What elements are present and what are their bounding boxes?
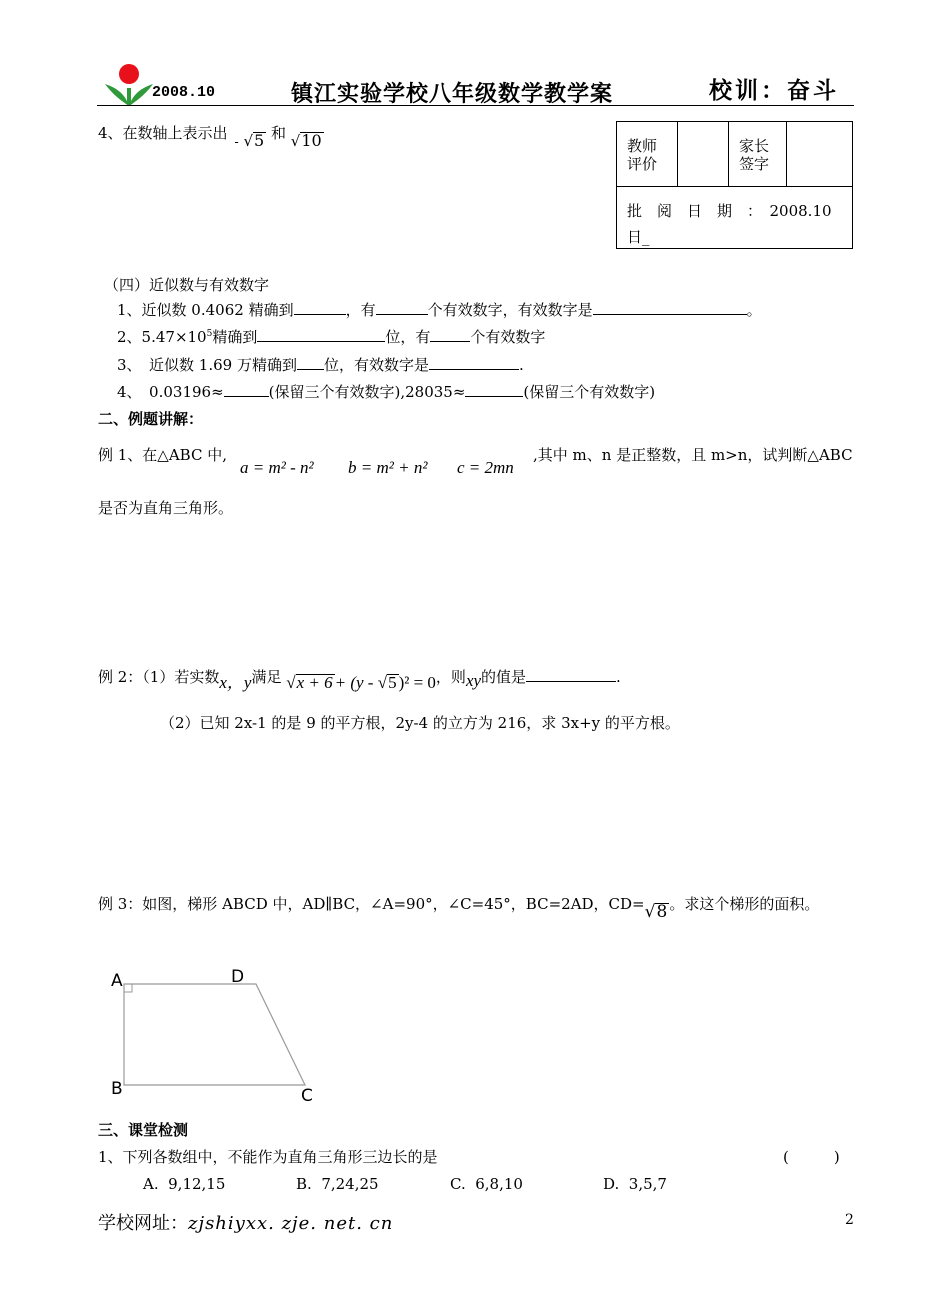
ex3-line: 例 3：如图，梯形 ABCD 中，AD∥BC，∠A=90°，∠C=45°，BC=2AD，CD=√8 。求这个梯形的面积。 xyxy=(98,895,820,922)
option-d: D. 3,5,7 xyxy=(603,1175,667,1193)
vertex-label-d: D xyxy=(231,967,245,987)
teacher-eval-cell[interactable] xyxy=(678,122,729,186)
header-title: 镇江实验学校八年级数学教学案 xyxy=(291,81,614,107)
q4-radicand-5: 5 xyxy=(254,131,265,150)
section4-title: （四）近似数与有效数字 xyxy=(104,276,270,294)
q4-minus: - xyxy=(234,135,239,149)
ex1-formula-c: c = 2mn xyxy=(457,458,514,477)
header-rule xyxy=(97,105,854,106)
ex1-formula-b: b = m² + n² xyxy=(348,458,428,477)
q4-and: 和 xyxy=(270,124,286,142)
ex1-tail: ,其中 m、n 是正整数，且 m>n，试判断△ABC xyxy=(533,446,853,464)
section3-title: 三、课堂检测 xyxy=(98,1121,189,1139)
section4-item-3: 3、 近似数 1.69 万精确到 位，有效数字是 . xyxy=(117,356,524,374)
parent-label: 家长签字 xyxy=(729,122,787,186)
page-number: 2 xyxy=(845,1212,854,1228)
ex1-line1: 例 1、在△ABC 中, xyxy=(98,446,227,464)
section3-q1-answer-paren[interactable]: ( ) xyxy=(783,1148,840,1166)
review-date-day: 日_ xyxy=(627,228,650,246)
header-motto: 校训：奋斗 xyxy=(709,77,839,104)
parent-sign-cell[interactable] xyxy=(787,122,852,186)
section2-title: 二、例题讲解： xyxy=(98,410,204,428)
option-b: B. 7,24,25 xyxy=(296,1175,379,1193)
q4-line: 4、在数轴上表示出 $_-$ √5 和 √10 xyxy=(98,124,322,150)
section4-item-4: 4、 0.03196≈ (保留三个有效数字),28035≈ (保留三个有效数字) xyxy=(117,383,656,401)
vertex-label-c: C xyxy=(301,1086,313,1106)
footer-school-url: 学校网址：zjshiyxx. zje. net. cn xyxy=(98,1213,394,1234)
school-logo xyxy=(103,62,155,106)
school-url-link[interactable]: zjshiyxx. zje. net. cn xyxy=(188,1213,394,1234)
section3-q1: 1、下列各数组中，不能作为直角三角形三边长的是 xyxy=(98,1148,438,1166)
section4-item-1: 1、近似数 0.4062 精确到 ，有 个有效数字，有效数字是 。 xyxy=(117,301,762,319)
section4-item-2: 2、$5.47\times 10^5$精确到 位，有 个有效数字 xyxy=(117,328,546,346)
trapezoid-figure xyxy=(108,966,328,1106)
ex1-line2: 是否为直角三角形。 xyxy=(98,499,234,517)
teacher-label: 教师评价 xyxy=(617,122,678,186)
vertex-label-b: B xyxy=(111,1079,123,1099)
q4-text: 4、在数轴上表示出 xyxy=(98,124,228,142)
ex2-part2: （2）已知 2x-1 的是 9 的平方根，2y-4 的立方为 216，求 3x+y 的平方根。 xyxy=(160,714,680,732)
option-a: A. 9,12,15 xyxy=(143,1175,226,1193)
ex1-formula-a: a = m² - n² xyxy=(240,458,314,477)
review-date-label: 批 阅 日 期 ： 2008.10 xyxy=(627,202,832,220)
vertex-label-a: A xyxy=(111,971,123,991)
ex2-line1: 例 2：（1）若实数x，y满足 √x + 6 + (y - √5 )² = 0，则xy的值是 . xyxy=(98,668,621,692)
header-date: 2008.10 xyxy=(152,84,216,101)
option-c: C. 6,8,10 xyxy=(450,1175,523,1193)
evaluation-table xyxy=(616,121,853,249)
q4-radicand-10: 10 xyxy=(301,131,322,150)
